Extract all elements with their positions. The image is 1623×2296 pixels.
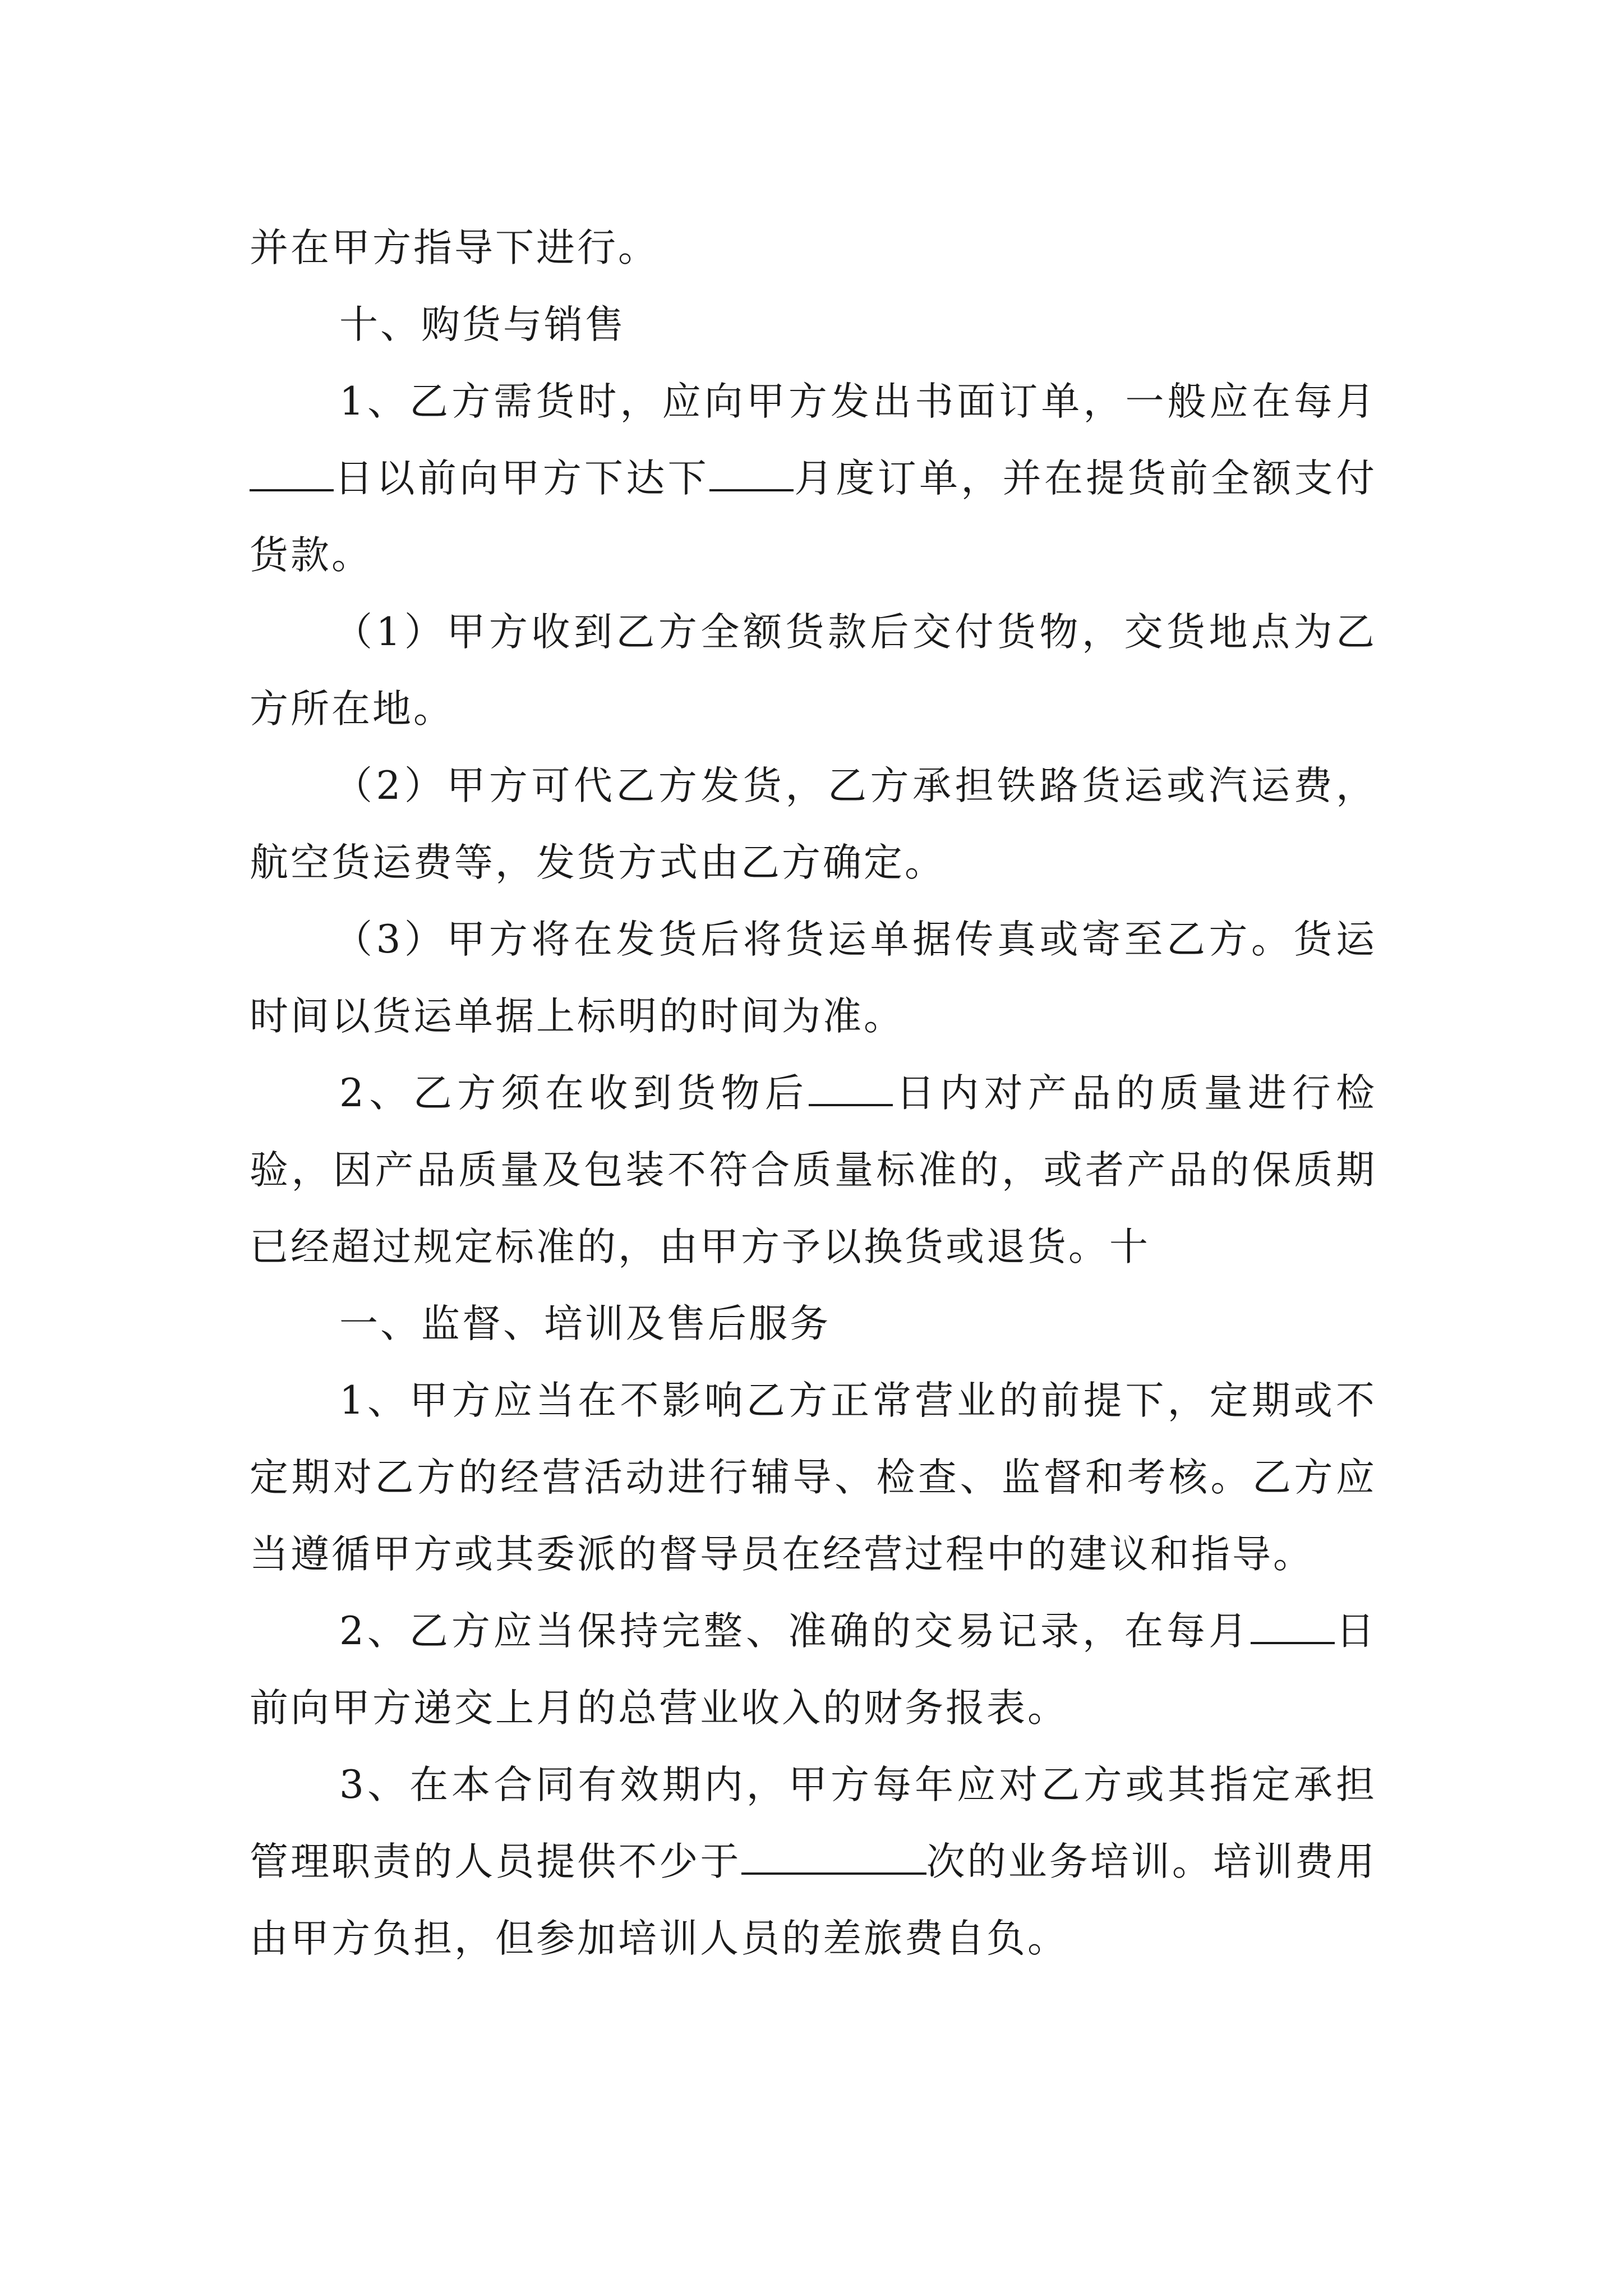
clause-inspection: 2、乙方须在收到货物后 日内对产品的质量进行检验，因产品质量及包装不符合质量标准的，或者产品的保质期已经超过规定标准的，由甲方予以换货或退货。十 <box>250 1071 1377 1269</box>
section-heading-supervision: 一、监督、培训及售后服务 <box>339 1301 831 1346</box>
clause-delivery-2: （2）甲方可代乙方发货，乙方承担铁路货运或汽运费，航空货运费等，发货方式由乙方确定。 <box>250 763 1377 885</box>
clause-supervision: 1、甲方应当在不影响乙方正常营业的前提下，定期或不定期对乙方的经营活动进行辅导、检查、监督和考核。乙方应当遵循甲方或其委派的督导员在经营过程中的建议和指导。 <box>250 1378 1377 1577</box>
clause-order: 1、乙方需货时，应向甲方发出书面订单，一般应在每月日以前向甲方下达下 月度订单，并在提货前全额支付货款。 <box>250 379 1377 578</box>
clause-delivery-1: （1）甲方收到乙方全额货款后交付货物，交货地点为乙方所在地。 <box>250 610 1377 731</box>
blank-training-count <box>741 1839 926 1875</box>
blank-order-day <box>250 455 334 491</box>
blank-inspection-days <box>809 1070 893 1106</box>
clause-delivery-3: （3）甲方将在发货后将货运单据传真或寄至乙方。货运时间以货运单据上标明的时间为准。 <box>250 917 1377 1039</box>
blank-order-month <box>709 455 794 491</box>
blank-report-day <box>1251 1608 1335 1644</box>
contract-text <box>250 210 1377 1977</box>
section-heading-purchase-sales: 十、购货与销售 <box>339 302 626 347</box>
clause-training: 3、在本合同有效期内，甲方每年应对乙方或其指定承担管理职责的人员提供不少于 次的业务培训。培训费用由甲方负担，但参加培训人员的差旅费自负。 <box>250 1763 1377 1961</box>
paragraph-continuation: 并在甲方指导下进行。 <box>250 226 659 270</box>
clause-records: 2、乙方应当保持完整、准确的交易记录，在每月 日前向甲方递交上月的总营业收入的财务报表。 <box>250 1609 1377 1731</box>
